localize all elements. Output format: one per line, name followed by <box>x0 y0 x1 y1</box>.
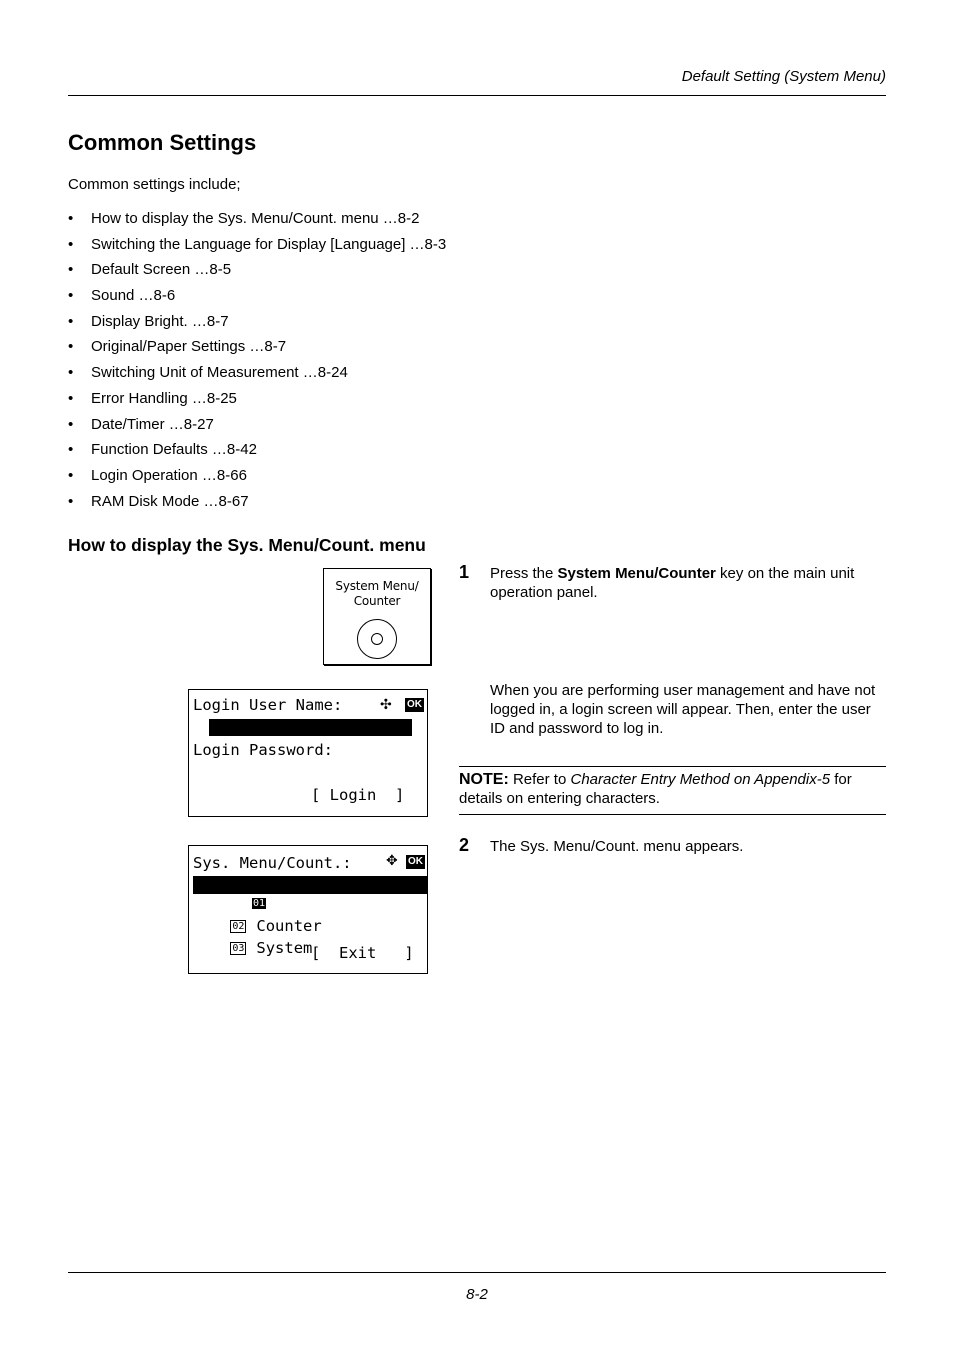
system-menu-key-illustration <box>323 568 431 665</box>
footer-rule <box>68 1272 886 1273</box>
note-rule-bottom <box>459 814 886 815</box>
list-item[interactable]: • Display Bright. …8-7 <box>68 312 229 330</box>
list-item[interactable]: • Date/Timer …8-27 <box>68 415 214 433</box>
bullet-icon: • <box>68 261 74 279</box>
item-number-badge: 01 <box>253 898 266 909</box>
menu-item-system[interactable]: 03 System <box>232 939 313 957</box>
bullet-icon: • <box>68 364 74 382</box>
step-1-text: Press the System Menu/Counter key on the main unit operation panel. <box>490 565 855 601</box>
page-number: 8-2 <box>466 1286 488 1303</box>
bullet-icon: • <box>68 338 74 356</box>
key-button-icon <box>357 619 397 659</box>
settings-list <box>68 209 446 517</box>
bullet-icon: • <box>68 235 74 253</box>
step-2-text: The Sys. Menu/Count. menu appears. <box>490 838 744 855</box>
ok-icon: OK <box>408 856 423 867</box>
item-number-badge: 02 <box>232 921 245 932</box>
intro-text: Common settings include; <box>68 176 241 193</box>
list-item[interactable]: • Original/Paper Settings …8-7 <box>68 338 287 356</box>
nav-cross-icon: ✣ <box>380 697 392 713</box>
item-number-badge: 03 <box>232 943 245 954</box>
sys-menu-screen-lcd <box>188 845 428 974</box>
section-title: Common Settings <box>68 130 257 155</box>
bullet-icon: • <box>68 415 74 433</box>
list-item[interactable]: • Default Screen …8-5 <box>68 261 232 279</box>
login-user-label: Login User Name: <box>193 696 343 714</box>
bullet-icon: • <box>68 312 74 330</box>
list-item[interactable]: • Error Handling …8-25 <box>68 389 237 407</box>
note-rule-top <box>459 766 886 767</box>
step-1-extra-text: When you are performing user management and have not logged in, a login screen will appear. Then, enter the user ID and password to log in. <box>490 682 876 737</box>
list-item[interactable]: • Switching the Language for Display [Language] …8-3 <box>68 235 447 253</box>
user-name-input-field[interactable] <box>209 719 412 736</box>
list-item[interactable]: • How to display the Sys. Menu/Count. menu …8-2 <box>68 210 420 227</box>
key-label: System Menu/ Counter <box>335 579 419 608</box>
bullet-icon: • <box>68 492 74 510</box>
list-item[interactable]: • Switching Unit of Measurement …8-24 <box>68 364 348 382</box>
list-item[interactable]: • RAM Disk Mode …8-67 <box>68 492 249 510</box>
ok-icon: OK <box>407 699 422 710</box>
step-2-number: 2 <box>459 835 470 855</box>
note-text: NOTE: Refer to Character Entry Method on Appendix-5 for details on entering characters. <box>459 771 852 807</box>
list-item[interactable]: • Sound …8-6 <box>68 287 176 305</box>
running-header: Default Setting (System Menu) <box>681 68 886 85</box>
list-item[interactable]: • Function Defaults …8-42 <box>68 441 257 459</box>
bullet-icon: • <box>68 287 74 305</box>
bullet-icon: • <box>68 441 74 459</box>
bullet-icon: • <box>68 210 74 227</box>
menu-item-counter[interactable]: 02 Counter <box>232 917 322 935</box>
bullet-icon: • <box>68 466 74 484</box>
menu-title: Sys. Menu/Count.: <box>193 854 352 872</box>
subsection-title: How to display the Sys. Menu/Count. menu <box>68 535 426 555</box>
login-softkey[interactable]: [ Login ] <box>311 786 405 804</box>
login-screen-lcd <box>188 689 428 817</box>
step-1-number: 1 <box>459 562 470 582</box>
menu-item-report[interactable]: 01 Report <box>193 876 427 894</box>
header-rule <box>68 95 886 96</box>
bullet-icon: • <box>68 389 74 407</box>
login-password-label: Login Password: <box>193 741 333 759</box>
list-item[interactable]: • Login Operation …8-66 <box>68 466 247 484</box>
exit-softkey[interactable]: [ Exit ] <box>311 944 414 962</box>
nav-cross-icon: ✥ <box>386 853 398 869</box>
